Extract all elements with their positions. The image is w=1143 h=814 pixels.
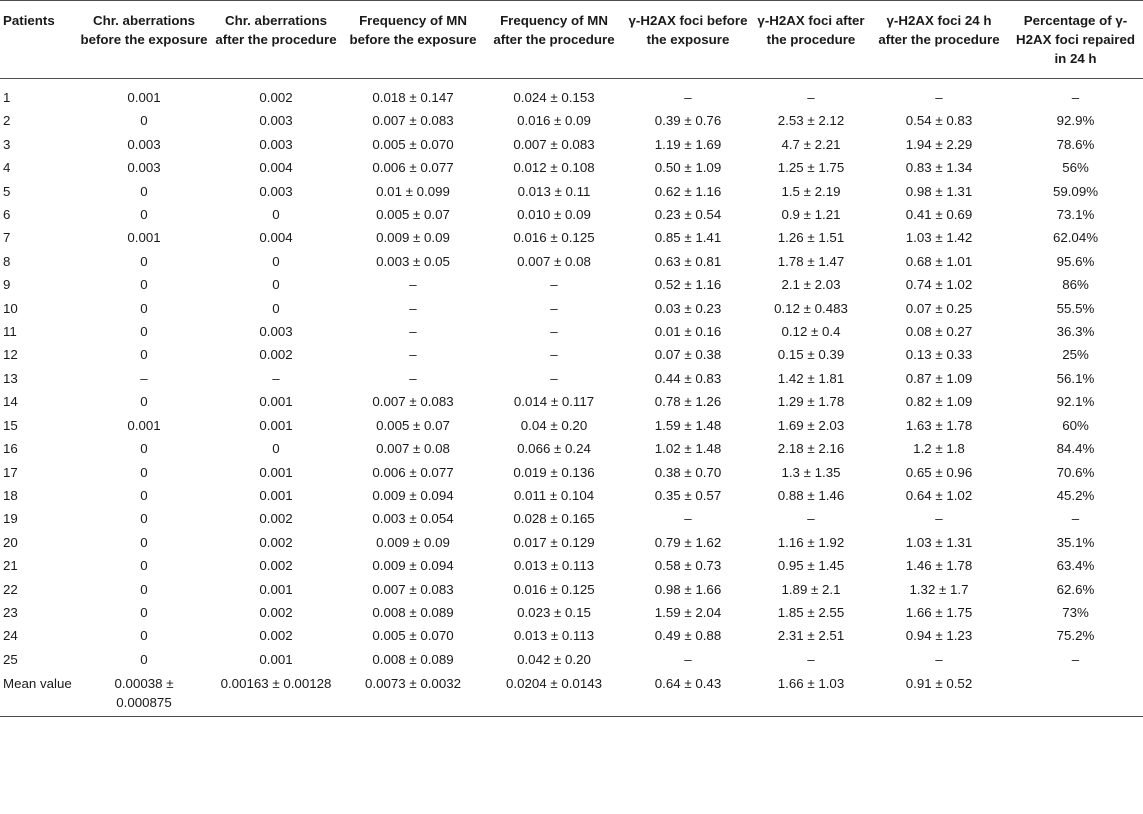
table-cell: 1.69 ± 2.03 <box>777 417 845 433</box>
table-cell: 0 <box>140 534 148 550</box>
table-cell: 0.03 ± 0.23 <box>654 300 722 316</box>
table-cell: 0.65 ± 0.96 <box>905 464 973 480</box>
table-cell: 0.003 <box>259 183 293 199</box>
table-cell: 0.64 ± 1.02 <box>905 487 973 503</box>
table-row <box>0 297 1143 320</box>
mean-label-cell: Mean value <box>3 676 72 692</box>
table-cell: – <box>409 324 417 340</box>
table-row <box>0 320 1143 343</box>
table-cell: 75.2% <box>1056 628 1095 644</box>
table-cell: 84.4% <box>1056 441 1095 457</box>
table-cell: 0.35 ± 0.57 <box>654 487 722 503</box>
patient-id-cell: 23 <box>3 604 18 620</box>
table-cell: 0.002 <box>259 604 293 620</box>
table-cell: 0.028 ± 0.165 <box>513 511 595 527</box>
table-row <box>0 461 1143 484</box>
table-cell: 0.013 ± 0.11 <box>517 183 591 199</box>
table-row <box>0 624 1143 647</box>
table-cell: 1.66 ± 1.75 <box>905 604 973 620</box>
table-cell: 2.1 ± 2.03 <box>781 277 841 293</box>
table-cell: 59.09% <box>1052 183 1099 199</box>
table-cell: 0.016 ± 0.125 <box>513 230 595 246</box>
table-cell: 1.46 ± 1.78 <box>905 558 973 574</box>
table-cell: 0.08 ± 0.27 <box>905 324 973 340</box>
table-row <box>0 109 1143 132</box>
table-cell: 0.38 ± 0.70 <box>654 464 722 480</box>
table-cell: 1.26 ± 1.51 <box>777 230 845 246</box>
table-cell: – <box>684 90 692 105</box>
table-cell: 0 <box>140 487 148 503</box>
table-cell: 0.002 <box>259 90 293 105</box>
table-cell: 78.6% <box>1056 136 1095 152</box>
table-cell: 0.001 <box>259 417 293 433</box>
patient-id-cell: 22 <box>3 581 18 597</box>
table-cell: 0.009 ± 0.094 <box>372 558 454 574</box>
table-cell: 0.001 <box>259 581 293 597</box>
table-cell: 0.005 ± 0.07 <box>376 417 450 433</box>
table-cell: 0.009 ± 0.094 <box>372 487 454 503</box>
table-cell: 0.001 <box>127 230 161 246</box>
table-cell: 0.003 <box>127 160 161 176</box>
table-cell: 0.006 ± 0.077 <box>372 160 454 176</box>
mean-value-cell: 0.0204 ± 0.0143 <box>505 676 603 692</box>
patient-id-cell: 2 <box>3 113 11 129</box>
table-cell: 0.82 ± 1.09 <box>905 394 973 410</box>
table-cell: 0.49 ± 0.88 <box>654 628 722 644</box>
table-row <box>0 180 1143 203</box>
table-cell: 0 <box>272 253 280 269</box>
column-header: Patients <box>0 1 78 79</box>
table-cell: – <box>409 300 417 316</box>
mean-value-cell: 0.00163 ± 0.00128 <box>220 676 332 692</box>
table-cell: 0.016 ± 0.125 <box>513 581 595 597</box>
table-cell: 0.44 ± 0.83 <box>654 370 722 386</box>
table-cell: 0 <box>140 604 148 620</box>
table-cell: 0.013 ± 0.113 <box>513 558 595 574</box>
table-cell: – <box>807 511 815 527</box>
table-cell: 1.42 ± 1.81 <box>777 370 845 386</box>
table-cell: – <box>409 370 417 386</box>
table-cell: 0.003 <box>259 113 293 129</box>
table-row <box>0 437 1143 460</box>
table-cell: 0.54 ± 0.83 <box>905 113 973 129</box>
table-cell: 0.042 ± 0.20 <box>517 651 591 667</box>
table-row <box>0 578 1143 601</box>
table-cell: 0.007 ± 0.08 <box>376 441 450 457</box>
table-cell: 0.006 ± 0.077 <box>372 464 454 480</box>
table-cell: 0.007 ± 0.08 <box>517 253 591 269</box>
table-cell: – <box>409 347 417 363</box>
table-cell: – <box>272 370 280 386</box>
table-cell: 1.16 ± 1.92 <box>777 534 845 550</box>
table-cell: 0.018 ± 0.147 <box>372 90 454 105</box>
table-cell: 0 <box>140 300 148 316</box>
table-row <box>0 226 1143 249</box>
table-cell: 0 <box>140 441 148 457</box>
table-cell: 0.008 ± 0.089 <box>372 604 454 620</box>
table-cell: 0.002 <box>259 558 293 574</box>
patient-id-cell: 4 <box>3 160 11 176</box>
table-cell: 0.78 ± 1.26 <box>654 394 722 410</box>
table-cell: 0 <box>140 277 148 293</box>
mean-value-cell: 0.0073 ± 0.0032 <box>364 676 462 692</box>
table-cell: 1.29 ± 1.78 <box>777 394 845 410</box>
table-cell: 0.001 <box>259 487 293 503</box>
patient-id-cell: 12 <box>3 347 18 363</box>
table-row <box>0 414 1143 437</box>
table-cell: 0 <box>140 464 148 480</box>
table-cell: 1.2 ± 1.8 <box>913 441 965 457</box>
table-cell: 0.017 ± 0.129 <box>513 534 595 550</box>
table-cell: 86% <box>1062 277 1089 293</box>
table-cell: 0.003 ± 0.054 <box>372 511 454 527</box>
table-row <box>0 648 1143 671</box>
table-cell: 0.007 ± 0.083 <box>372 581 454 597</box>
table-cell: 0.003 <box>127 136 161 152</box>
table-cell: 0.003 ± 0.05 <box>376 253 450 269</box>
patient-id-cell: 19 <box>3 511 18 527</box>
table-cell: 0.83 ± 1.34 <box>905 160 973 176</box>
table-cell: 1.3 ± 1.35 <box>781 464 841 480</box>
table-cell: – <box>935 90 943 105</box>
table-row <box>0 203 1143 226</box>
table-cell: 0 <box>272 300 280 316</box>
table-cell: 0.014 ± 0.117 <box>513 394 595 410</box>
table-cell: – <box>935 651 943 667</box>
table-cell: – <box>550 300 558 316</box>
table-cell: 0.023 ± 0.15 <box>517 604 591 620</box>
column-header: Chr. aberrations after the procedure <box>210 1 342 79</box>
table-cell: 0.002 <box>259 534 293 550</box>
table-cell: 0.001 <box>127 417 161 433</box>
table-cell: 0.23 ± 0.54 <box>654 207 722 223</box>
mean-value-row <box>0 671 1143 717</box>
table-cell: 0.95 ± 1.45 <box>777 558 845 574</box>
table-cell: 0.52 ± 1.16 <box>654 277 722 293</box>
table-cell: 0.58 ± 0.73 <box>654 558 722 574</box>
table-cell: 45.2% <box>1056 487 1095 503</box>
table-cell: 0.012 ± 0.108 <box>513 160 595 176</box>
table-cell: 0 <box>140 558 148 574</box>
table-cell: 0.07 ± 0.25 <box>905 300 973 316</box>
table-cell: 1.03 ± 1.42 <box>905 230 973 246</box>
patient-id-cell: 5 <box>3 183 11 199</box>
patient-id-cell: 16 <box>3 441 18 457</box>
table-cell: 0.50 ± 1.09 <box>654 160 722 176</box>
table-cell: 0.01 ± 0.099 <box>376 183 450 199</box>
table-cell: 0 <box>140 394 148 410</box>
header-row <box>0 1 1143 79</box>
table-cell: 56% <box>1062 160 1089 176</box>
table-cell: 4.7 ± 2.21 <box>781 136 841 152</box>
table-cell: 1.59 ± 2.04 <box>654 604 722 620</box>
table-cell: 0.41 ± 0.69 <box>905 207 973 223</box>
table-cell: 60% <box>1062 417 1089 433</box>
table-cell: 0.005 ± 0.070 <box>372 136 454 152</box>
patient-id-cell: 21 <box>3 558 18 574</box>
table-cell: 0.12 ± 0.483 <box>774 300 848 316</box>
table-row <box>0 531 1143 554</box>
table-cell: 0.88 ± 1.46 <box>777 487 845 503</box>
table-cell: 25% <box>1062 347 1089 363</box>
patient-id-cell: 20 <box>3 534 18 550</box>
table-cell: 0.009 ± 0.09 <box>376 534 450 550</box>
table-cell: 0.005 ± 0.070 <box>372 628 454 644</box>
table-cell: 63.4% <box>1056 558 1095 574</box>
table-cell: 0.9 ± 1.21 <box>781 207 841 223</box>
table-cell: 0.63 ± 0.81 <box>654 253 722 269</box>
table-cell: 0 <box>140 324 148 340</box>
table-cell: 0.85 ± 1.41 <box>654 230 722 246</box>
table-cell: 1.85 ± 2.55 <box>777 604 845 620</box>
table-cell: – <box>140 370 148 386</box>
table-cell: 62.6% <box>1056 581 1095 597</box>
table-cell: 0.001 <box>259 651 293 667</box>
table-cell: 0.024 ± 0.153 <box>513 90 595 105</box>
table-cell: 62.04% <box>1052 230 1099 246</box>
table-cell: 0.009 ± 0.09 <box>376 230 450 246</box>
table-cell: – <box>550 324 558 340</box>
column-header: γ-H2AX foci before the exposure <box>624 1 752 79</box>
table-cell: 0.68 ± 1.01 <box>905 253 973 269</box>
table-row <box>0 79 1143 110</box>
table-cell: 35.1% <box>1056 534 1095 550</box>
column-header: Frequency of MN after the procedure <box>484 1 624 79</box>
table-cell: 0.04 ± 0.20 <box>520 417 588 433</box>
table-cell: 1.03 ± 1.31 <box>905 534 973 550</box>
table-cell: 0 <box>272 277 280 293</box>
table-cell: 0.002 <box>259 628 293 644</box>
table-cell: 0.15 ± 0.39 <box>777 347 845 363</box>
patient-id-cell: 11 <box>3 324 17 340</box>
table-cell: 0 <box>140 511 148 527</box>
table-cell: – <box>550 370 558 386</box>
table-cell: 0.62 ± 1.16 <box>654 183 722 199</box>
table-cell: – <box>550 277 558 293</box>
patient-id-cell: 14 <box>3 394 18 410</box>
table-cell: 0.74 ± 1.02 <box>905 277 973 293</box>
table-cell: 0.019 ± 0.136 <box>513 464 595 480</box>
table-cell: – <box>935 511 943 527</box>
table-cell: 0 <box>140 207 148 223</box>
column-header: Chr. aberrations before the exposure <box>78 1 210 79</box>
patient-id-cell: 7 <box>3 230 11 246</box>
table-row <box>0 390 1143 413</box>
table-cell: 92.1% <box>1056 394 1095 410</box>
table-cell: 1.59 ± 1.48 <box>654 417 722 433</box>
table-cell: – <box>807 90 815 105</box>
table-cell: 2.31 ± 2.51 <box>777 628 845 644</box>
table-cell: 73% <box>1062 604 1089 620</box>
table-cell: – <box>684 511 692 527</box>
table-cell: 36.3% <box>1056 324 1095 340</box>
table-cell: 73.1% <box>1056 207 1095 223</box>
table-cell: 0 <box>272 441 280 457</box>
table-cell: 0.94 ± 1.23 <box>905 628 973 644</box>
table-cell: 1.94 ± 2.29 <box>905 136 973 152</box>
table-cell: 0.001 <box>127 90 161 105</box>
patient-id-cell: 15 <box>3 417 18 433</box>
table-cell: 0.13 ± 0.33 <box>905 347 973 363</box>
table-cell: 1.02 ± 1.48 <box>654 441 722 457</box>
table-cell: 1.25 ± 1.75 <box>777 160 845 176</box>
mean-value-cell <box>1008 671 1143 717</box>
mean-value-cell: 0.00038 ± 0.000875 <box>114 676 174 711</box>
table-cell: 2.53 ± 2.12 <box>777 113 845 129</box>
patient-id-cell: 25 <box>3 651 18 667</box>
table-cell: – <box>807 651 815 667</box>
table-cell: 0.12 ± 0.4 <box>781 324 841 340</box>
table-body <box>0 79 1143 717</box>
mean-value-cell: 0.64 ± 0.43 <box>654 676 722 692</box>
table-cell: 0 <box>140 651 148 667</box>
patient-id-cell: 9 <box>3 277 11 293</box>
column-header: γ-H2AX foci 24 h after the procedure <box>870 1 1008 79</box>
table-cell: 1.63 ± 1.78 <box>905 417 973 433</box>
table-cell: – <box>1071 90 1080 105</box>
table-row <box>0 484 1143 507</box>
table-cell: – <box>550 347 558 363</box>
table-cell: 2.18 ± 2.16 <box>777 441 845 457</box>
patient-id-cell: 6 <box>3 207 11 223</box>
table-cell: – <box>409 277 417 293</box>
table-cell: 0.013 ± 0.113 <box>513 628 595 644</box>
table-row <box>0 367 1143 390</box>
table-cell: 1.32 ± 1.7 <box>909 581 969 597</box>
table-cell: 0.004 <box>259 160 293 176</box>
table-cell: 0.001 <box>259 394 293 410</box>
table-row <box>0 156 1143 179</box>
table-cell: 0.003 <box>259 136 293 152</box>
patient-id-cell: 18 <box>3 487 18 503</box>
table-cell: 0 <box>140 347 148 363</box>
table-cell: 0.98 ± 1.31 <box>905 183 973 199</box>
column-header: γ-H2AX foci after the procedure <box>752 1 870 79</box>
table-cell: – <box>1071 511 1080 527</box>
table-row <box>0 343 1143 366</box>
table-cell: 0.002 <box>259 347 293 363</box>
table-row <box>0 601 1143 624</box>
table-cell: 0.008 ± 0.089 <box>372 651 454 667</box>
table-cell: 0 <box>272 207 280 223</box>
table-cell: 0.003 <box>259 324 293 340</box>
table-cell: 0.016 ± 0.09 <box>517 113 591 129</box>
table-cell: 0.79 ± 1.62 <box>654 534 722 550</box>
table-cell: 0.005 ± 0.07 <box>376 207 450 223</box>
table-cell: 0 <box>140 113 148 129</box>
column-header: Percentage of γ-H2AX foci repaired in 24 h <box>1008 1 1143 79</box>
table-cell: 0.011 ± 0.104 <box>513 487 595 503</box>
table-cell: 0.98 ± 1.66 <box>654 581 722 597</box>
patient-id-cell: 13 <box>3 370 18 386</box>
table-cell: 0 <box>140 628 148 644</box>
patient-id-cell: 10 <box>3 300 18 316</box>
mean-value-cell: 1.66 ± 1.03 <box>777 676 845 692</box>
table-row <box>0 507 1143 530</box>
table-row <box>0 250 1143 273</box>
table-cell: 0.002 <box>259 511 293 527</box>
table-cell: 0 <box>140 581 148 597</box>
table-cell: 0.39 ± 0.76 <box>654 113 722 129</box>
table-cell: 95.6% <box>1056 253 1095 269</box>
table-cell: 1.5 ± 2.19 <box>781 183 841 199</box>
table-cell: 0 <box>140 183 148 199</box>
table-cell: 0.004 <box>259 230 293 246</box>
table-cell: 0.007 ± 0.083 <box>372 113 454 129</box>
table-cell: – <box>1071 651 1080 667</box>
table-cell: 0.010 ± 0.09 <box>517 207 591 223</box>
column-header: Frequency of MN before the exposure <box>342 1 484 79</box>
patient-id-cell: 17 <box>3 464 18 480</box>
patient-id-cell: 3 <box>3 136 11 152</box>
table-cell: 0.007 ± 0.083 <box>513 136 595 152</box>
table-cell: 70.6% <box>1056 464 1095 480</box>
table-cell: 0.007 ± 0.083 <box>372 394 454 410</box>
table-cell: 92.9% <box>1056 113 1095 129</box>
mean-value-cell: 0.91 ± 0.52 <box>905 676 973 692</box>
table-cell: 0.01 ± 0.16 <box>654 324 722 340</box>
patient-id-cell: 8 <box>3 253 11 269</box>
table-cell: 1.19 ± 1.69 <box>654 136 722 152</box>
table-cell: 0.001 <box>259 464 293 480</box>
table-row <box>0 554 1143 577</box>
patient-id-cell: 24 <box>3 628 18 644</box>
table-cell: 56.1% <box>1056 370 1095 386</box>
table-cell: 55.5% <box>1056 300 1095 316</box>
table-cell: 0.066 ± 0.24 <box>517 441 591 457</box>
table-cell: 1.89 ± 2.1 <box>781 581 841 597</box>
table-cell: 0.87 ± 1.09 <box>905 370 973 386</box>
table-cell: – <box>684 651 692 667</box>
table-cell: 0.07 ± 0.38 <box>654 347 722 363</box>
table-cell: 1.78 ± 1.47 <box>777 253 845 269</box>
patient-id-cell: 1 <box>3 90 11 105</box>
table-cell: 0 <box>140 253 148 269</box>
table-row <box>0 133 1143 156</box>
table-row <box>0 273 1143 296</box>
